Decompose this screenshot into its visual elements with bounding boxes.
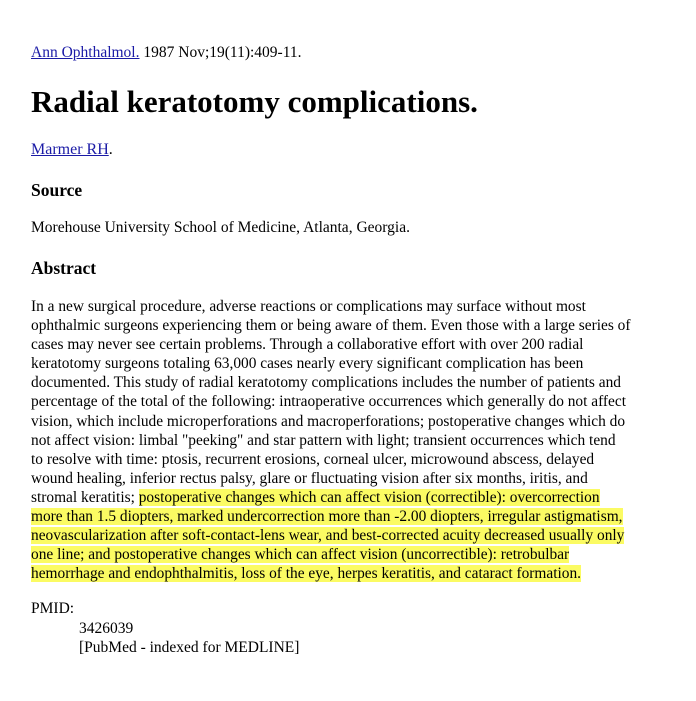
abstract-heading: Abstract xyxy=(31,258,97,278)
abstract-line-text: stromal keratitis; xyxy=(31,488,139,506)
abstract-line xyxy=(31,392,671,411)
abstract-text xyxy=(31,297,671,583)
source-heading: Source xyxy=(31,180,83,200)
abstract-line-text: wound healing, inferior rectus palsy, glare or fluctuating vision after six months, iritis, and xyxy=(31,469,588,487)
abstract-line-text: keratotomy surgeons totaling 63,000 cases nearly every significant complication has been xyxy=(31,355,584,373)
abstract-line xyxy=(31,564,671,583)
highlighted-text: neovascularization after soft-contact-lens wear, and best-corrected acuity decreased usually only xyxy=(31,527,625,545)
abstract-line xyxy=(31,507,671,526)
author-list-suffix: . xyxy=(108,141,113,158)
abstract-line xyxy=(31,450,671,469)
abstract-line-text: ophthalmic surgeons experiencing them or being aware of them. Even those with a large series of xyxy=(31,317,631,335)
abstract-line xyxy=(31,412,671,431)
abstract-line xyxy=(31,373,671,392)
abstract-line-text: cases may never see certain problems. Through a collaborative effort with over 200 radial xyxy=(31,336,584,354)
abstract-line-text: In a new surgical procedure, adverse reactions or complications may surface without most xyxy=(31,298,586,315)
pmid-label: PMID: xyxy=(31,600,75,617)
abstract-line-text: to resolve with time: ptosis, recurrent erosions, corneal ulcer, microwound abscess, delayed xyxy=(31,450,595,468)
abstract-line-text: vision, which include microperforations and macroperforations; postoperative changes which do xyxy=(31,412,626,430)
abstract-line xyxy=(31,431,671,450)
abstract-line xyxy=(31,335,671,354)
journal-link[interactable]: Ann Ophthalmol. xyxy=(31,44,140,61)
abstract-line xyxy=(31,526,671,545)
abstract-line xyxy=(31,469,671,488)
citation-line xyxy=(31,44,302,62)
abstract-line xyxy=(31,297,671,316)
pmid-value: 3426039 xyxy=(79,620,134,637)
abstract-line xyxy=(31,316,671,335)
citation-details: 1987 Nov;19(11):409-11. xyxy=(139,44,302,61)
abstract-line xyxy=(31,545,671,564)
indexing-status: [PubMed - indexed for MEDLINE] xyxy=(79,639,300,656)
affiliation-text: Morehouse University School of Medicine, Atlanta, Georgia. xyxy=(31,219,410,236)
article-title: Radial keratotomy complications. xyxy=(31,84,478,119)
abstract-line-text: percentage of the total of the following: intraoperative occurrences which generally do not affect xyxy=(31,393,626,411)
abstract-line xyxy=(31,354,671,373)
abstract-line xyxy=(31,488,671,507)
author-list xyxy=(31,141,113,159)
highlighted-text: one line; and postoperative changes which can affect vision (uncorrectible): retrobulbar xyxy=(31,546,570,564)
abstract-line-text: documented. This study of radial keratotomy complications includes the number of patients and xyxy=(31,374,621,392)
highlighted-text: hemorrhage and endophthalmitis, loss of the eye, herpes keratitis, and cataract formation. xyxy=(31,565,582,583)
highlighted-text: more than 1.5 diopters, marked undercorrection more than -2.00 diopters, irregular astigmatism, xyxy=(31,508,623,526)
abstract-line-text: not affect vision: limbal "peeking" and star pattern with light; transient occurrences which tend xyxy=(31,431,616,449)
highlighted-text: postoperative changes which can affect vision (correctible): overcorrection xyxy=(138,488,600,506)
author-link[interactable]: Marmer RH xyxy=(31,141,109,158)
